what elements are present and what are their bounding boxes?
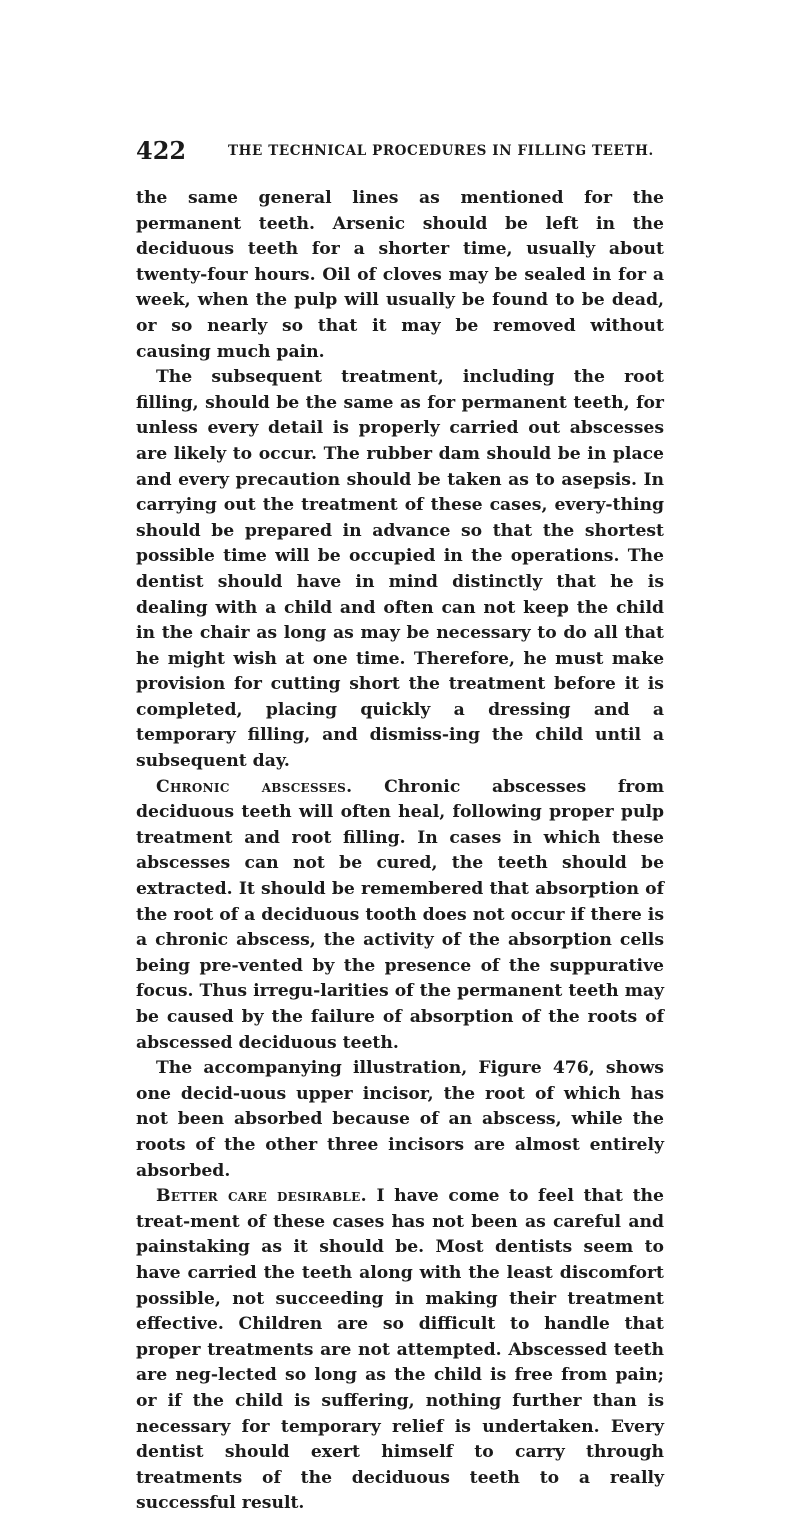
page-number: 422 [136,136,187,165]
running-title: THE TECHNICAL PROCEDURES IN FILLING TEETH. [228,143,654,159]
section-lead-chronic-abscesses: Chronic abscesses. [156,776,353,797]
paragraph-text: The accompanying illustration, Figure 476, shows one decid-uous upper incisor, the root of which has not been absorbed because of an abscess, while the roots of the other three incisors are almost entirely absorbed. [136,1058,664,1181]
paragraph-better-care [136,1184,664,1517]
paragraph-text: I have come to feel that the treat-ment of these cases has not been as careful and painstaking as it should be. Most dentists seem to have carried the teeth along with the least discomfort possible, not succeeding in making their treatment effective. Children are so difficult to handle that proper treatments are not attempted. Abscessed teeth are neg-lected so long as the child is free from pain; or if the child is suffering, nothing further than is necessary for temporary relief is undertaken. Every dentist should exert himself to carry through treatments of the deciduous teeth to a really successful result. [136,1186,664,1514]
section-lead-better-care: Better care desirable. [156,1186,367,1207]
paragraph-figure-reference [136,1056,664,1184]
paragraph-text: Chronic abscesses from deciduous teeth will often heal, following proper pulp treatment and root filling. In cases in which these abscesses can not be cured, the teeth should be extracted. It should be remembered that absorption of the root of a deciduous tooth does not occur if there is a chronic abscess, the activity of the absorption cells being pre-vented by the presence of the suppurative focus. Thus irregu-larities of the permanent teeth may be caused by the failure of absorption of the roots of abscessed deciduous teeth. [136,776,665,1053]
body-text [136,186,664,1517]
paragraph-subsequent-treatment [136,365,664,775]
page-header [136,134,656,168]
paragraph-text: the same general lines as mentioned for the permanent teeth. Arsenic should be left in the deciduous teeth for a shorter time, usually about twenty-four hours. Oil of cloves may be sealed in for a week, when the pulp will usually be found to be dead, or so nearly so that it may be removed without causing much pain. [136,188,664,362]
paragraph-text: The subsequent treatment, including the root filling, should be the same as for permanent teeth, for unless every detail is properly carried out abscesses are likely to occur. The rubber dam should be in place and every precaution should be taken as to asepsis. In carrying out the treatment of these cases, every-thing should be prepared in advance so that the shortest possible time will be occupied in the operations. The dentist should have in mind distinctly that he is dealing with a child and often can not keep the child in the chair as long as may be necessary to do all that he might wish at one time. Therefore, he must make provision for cutting short the treatment before it is completed, placing quickly a dressing and a temporary filling, and dismiss-ing the child until a subsequent day. [136,367,664,772]
paragraph-continuation [136,186,664,365]
paragraph-chronic-abscesses [136,775,664,1057]
